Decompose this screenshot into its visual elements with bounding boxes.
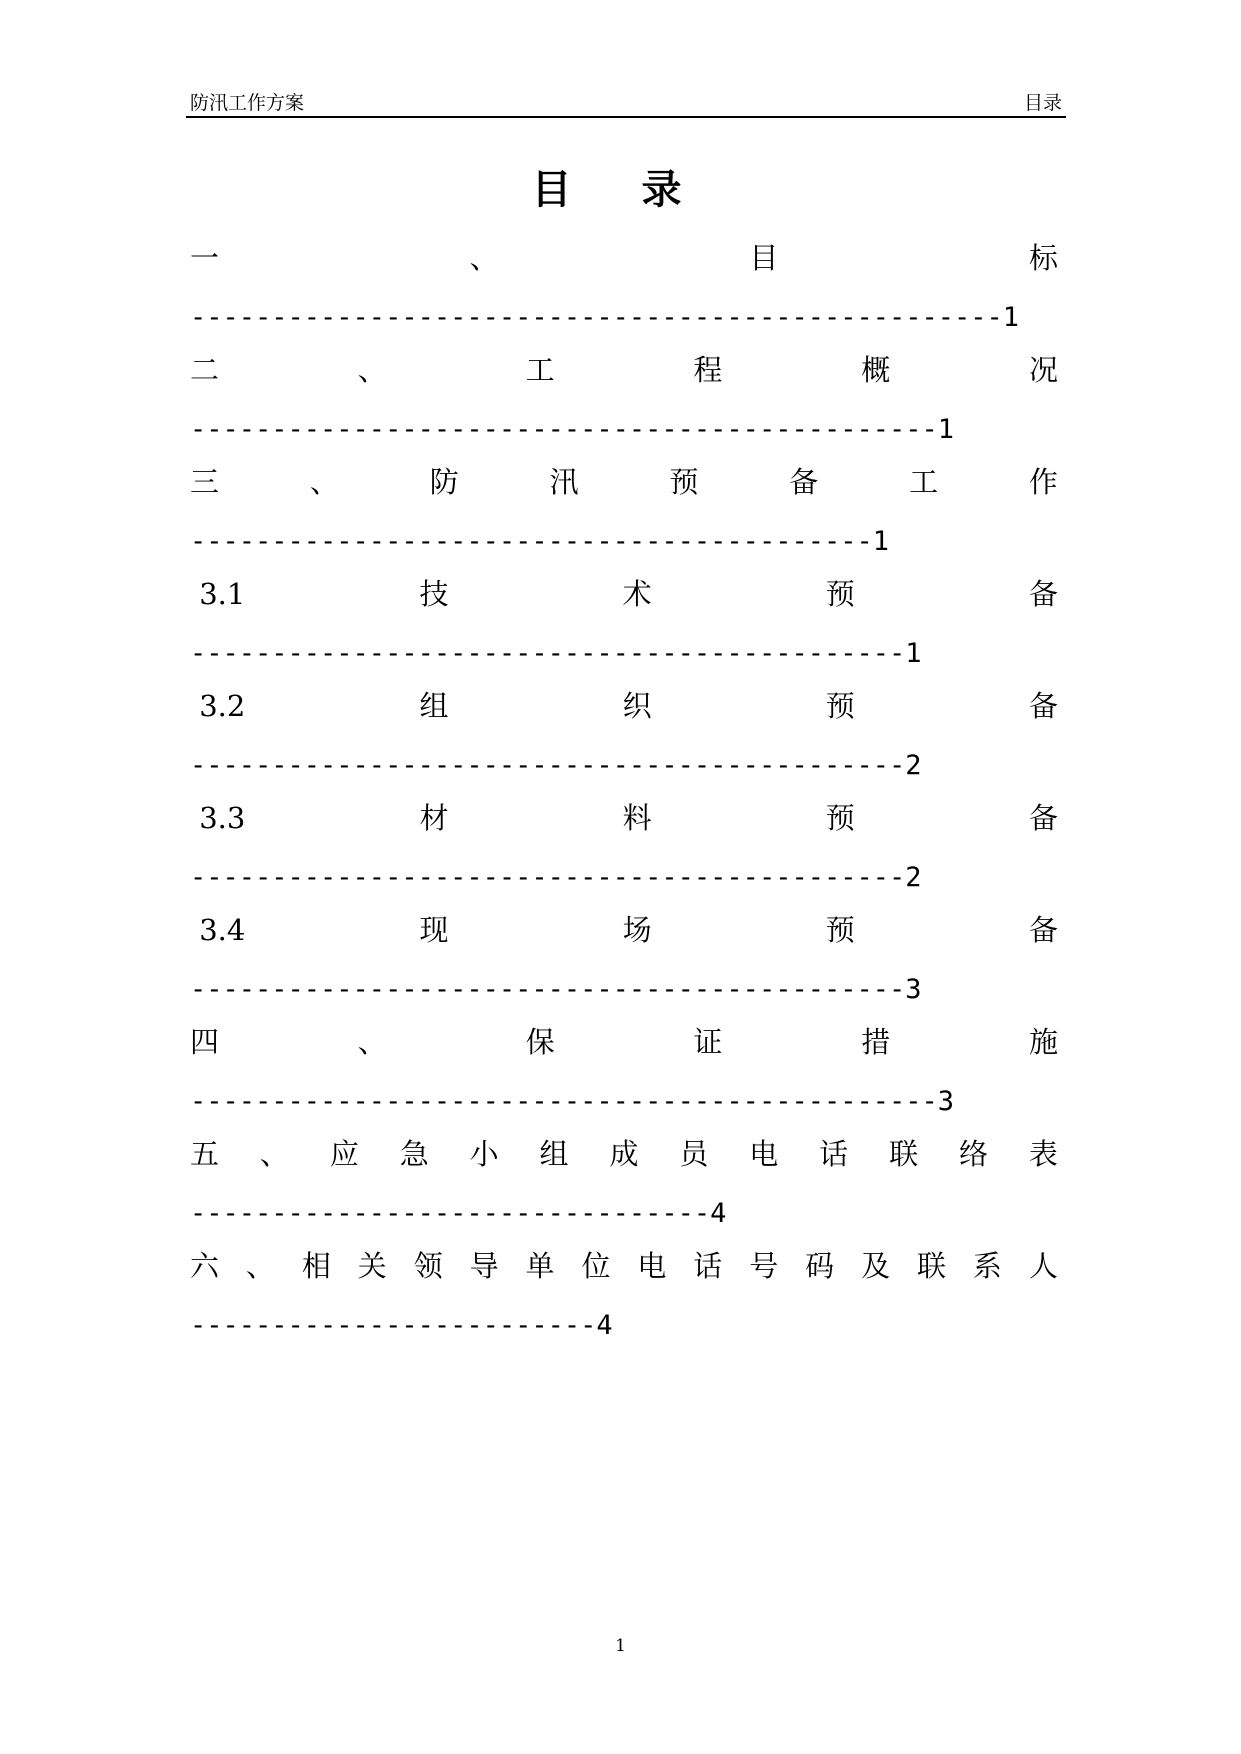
toc-entry-leader-line [190,300,1058,336]
toc-entry-leader-line [190,860,1058,896]
toc-entry-page: 1 [937,414,955,445]
toc-entry-char: 及 [861,1249,891,1283]
toc-entry-char: 员 [679,1137,709,1171]
toc-entry-leader-line [190,1196,1058,1232]
toc-entry-title [190,1246,1058,1286]
toc-entry-char: 组 [539,1137,569,1171]
toc-entry-char: 预 [825,577,855,611]
toc-entry-page: 3 [937,1086,955,1117]
toc-entry-char: 应 [329,1137,359,1171]
toc-entry[interactable] [190,1134,1058,1232]
toc-entry[interactable] [190,1246,1058,1344]
toc-entry-char: 作 [1028,465,1058,499]
toc-entry-leader-line [190,524,1058,560]
toc-leader-dashes: ---------------------------------------------- [190,414,938,445]
toc-leader-dashes: -------------------------------------------- [190,638,906,669]
toc-entry-char: 络 [958,1137,988,1171]
toc-entry-page: 1 [872,526,889,557]
toc-entry-char: 电 [749,1137,779,1171]
toc-entry-char: 五 [190,1137,220,1171]
toc-entry-char: 证 [693,1025,723,1059]
toc-entry-char: 3.2 [190,689,246,723]
toc-entry-char: 系 [972,1249,1002,1283]
toc-entry-char: 号 [749,1249,779,1283]
toc-entry-title [190,574,1058,614]
toc-leader-dashes: -------------------------------------------- [190,862,906,893]
toc-entry[interactable] [190,910,1058,1008]
toc-entry-char: 人 [1028,1249,1058,1283]
toc-entry-page: 4 [710,1198,727,1229]
toc-entry-page: 3 [905,974,922,1005]
toc-entry-char: 二 [190,353,220,387]
toc-entry-char: 急 [399,1137,429,1171]
toc-entry-char: 联 [916,1249,946,1283]
toc-entry-char: 预 [669,465,699,499]
toc-entry-char: 目 [749,241,779,275]
toc-entry-char: 小 [469,1137,499,1171]
toc-entry-leader-line [190,1308,1058,1344]
toc-entry-char: 程 [693,353,723,387]
toc-entry-title [190,1134,1058,1174]
toc-entry-char: 3.3 [190,801,246,835]
toc-entry[interactable] [190,798,1058,896]
toc-entry[interactable] [190,462,1058,560]
toc-entry-char: 位 [581,1249,611,1283]
toc-entry-char: 预 [825,913,855,947]
toc-entry-char: 话 [693,1249,723,1283]
toc-entry-char: 话 [819,1137,849,1171]
toc-entry-char: 、 [245,1249,275,1283]
header-section: 目录 [1023,92,1062,114]
toc-entry-char: 备 [789,465,819,499]
toc-entry-char: 相 [301,1249,331,1283]
toc-entry-char: 联 [889,1137,919,1171]
toc-entry-char: 施 [1028,1025,1058,1059]
toc-leader-dashes: ---------------------------------------------- [190,1086,938,1117]
toc-entry-char: 材 [419,801,449,835]
toc-entry[interactable] [190,238,1058,336]
toc-entry-char: 、 [357,1025,387,1059]
toc-entry-char: 一 [190,241,220,275]
toc-entry-title [190,1022,1058,1062]
toc-entry-title [190,462,1058,502]
toc-leader-dashes: ------------------------------------------ [190,526,873,557]
toc-leader-dashes: -------------------------------------------------- [190,302,1003,333]
toc-leader-dashes: -------------------------------------------- [190,974,906,1005]
toc-entry-char: 备 [1028,801,1058,835]
toc-entry-char: 组 [419,689,449,723]
toc-entry-char: 领 [413,1249,443,1283]
toc-entry-char: 预 [825,801,855,835]
toc-entry-char: 备 [1028,913,1058,947]
toc-entry-char: 标 [1028,241,1058,275]
toc-entry-char: 预 [825,689,855,723]
toc-entry-char: 六 [190,1249,220,1283]
toc-entry-char: 防 [429,465,459,499]
toc-entry-title [190,798,1058,838]
toc-entry-char: 织 [622,689,652,723]
toc-leader-dashes: -------------------------------- [190,1198,711,1229]
toc-entry[interactable] [190,350,1058,448]
toc-entry-char: 工 [525,353,555,387]
toc-entry-char: 表 [1028,1137,1058,1171]
toc-entry-title [190,910,1058,950]
toc-entry-char: 关 [357,1249,387,1283]
toc-entry-char: 四 [190,1025,220,1059]
toc-entry-char: 备 [1028,577,1058,611]
toc-entry-char: 、 [357,353,387,387]
toc-entry-char: 况 [1028,353,1058,387]
toc-entry-char: 汛 [549,465,579,499]
page-header [186,86,1066,118]
toc-entry-char: 、 [469,241,499,275]
toc-entry-char: 3.4 [190,913,246,947]
toc-leader-dashes: ------------------------- [190,1310,597,1341]
toc-entry-char: 料 [622,801,652,835]
toc-entry-char: 电 [637,1249,667,1283]
toc-entry-page: 1 [905,638,922,669]
toc-entry-leader-line [190,1084,1058,1120]
toc-entry-leader-line [190,972,1058,1008]
toc-entry-title [190,238,1058,278]
toc-entry-char: 场 [622,913,652,947]
toc-entry-char: 保 [525,1025,555,1059]
toc-entry-char: 、 [309,465,339,499]
toc-entry-page: 2 [905,862,922,893]
toc-entry-char: 技 [419,577,449,611]
toc-entry-leader-line [190,748,1058,784]
toc-entry-char: 、 [259,1137,289,1171]
toc-entry[interactable] [190,686,1058,784]
toc-leader-dashes: -------------------------------------------- [190,750,906,781]
header-doc-title: 防汛工作方案 [190,92,305,114]
toc-entry-char: 3.1 [190,577,246,611]
toc-entry-char: 措 [861,1025,891,1059]
toc-entry-char: 现 [419,913,449,947]
toc-entry-char: 导 [469,1249,499,1283]
toc-entry-title [190,350,1058,390]
toc-entry-char: 三 [190,465,220,499]
toc-entry-leader-line [190,412,1058,448]
toc-title: 目 录 [531,166,710,213]
toc-entry-leader-line [190,636,1058,672]
toc-entry-char: 单 [525,1249,555,1283]
toc-entry-char: 码 [805,1249,835,1283]
toc-entry-page: 4 [596,1310,613,1341]
toc-entry-title [190,686,1058,726]
toc-entry-page: 1 [1002,302,1020,333]
toc-entry-char: 概 [861,353,891,387]
toc-entry-char: 成 [609,1137,639,1171]
page-number: 1 [615,1636,626,1656]
toc-entry-char: 备 [1028,689,1058,723]
toc-entry[interactable] [190,574,1058,672]
toc-entry-page: 2 [905,750,922,781]
toc-entry-char: 工 [909,465,939,499]
toc-entry[interactable] [190,1022,1058,1120]
toc-entry-char: 术 [622,577,652,611]
